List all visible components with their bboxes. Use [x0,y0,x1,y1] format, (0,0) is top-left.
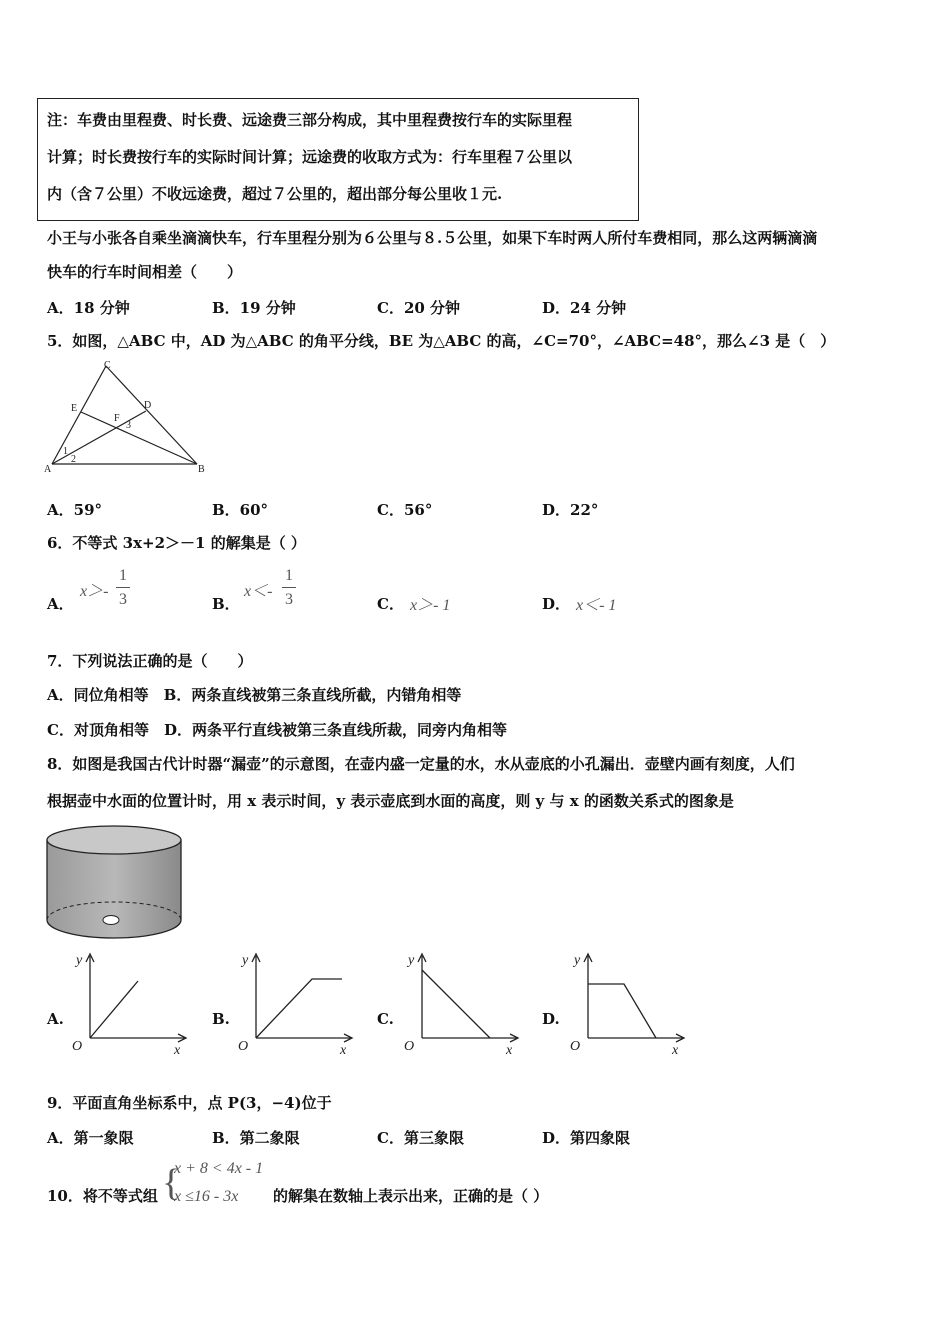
q6-option-c-expr: x＞- 1 [410,597,451,614]
q8-stem-line-2: 根据壶中水面的位置计时，用 x 表示时间，y 表示壶底到水面的高度，则 y 与 x 的函数关系式的图象是 [47,792,734,810]
q8-label-b: B. [212,1010,230,1028]
q6-option-d-expr: x＜- 1 [576,597,617,614]
q10-inequality-1: x + 8 < 4x - 1 [174,1160,264,1177]
graph-b [236,950,356,1060]
q5-option-d: D．22° [542,501,599,519]
graph-c-x-label: x [506,1043,513,1058]
q5-option-b: B．60° [212,501,269,519]
q10-system-brace: { [162,1162,181,1204]
graph-c [402,950,522,1060]
graph-a-y-label: y [76,953,83,968]
graph-a [70,950,190,1060]
q7-options-line-2: C．对顶角相等 D．两条平行直线被第三条直线所裁，同旁内角相等 [47,721,507,739]
q4-option-d: D．24 分钟 [542,299,627,317]
q4-option-a: A．18 分钟 [47,299,130,317]
graph-a-x-label: x [174,1043,181,1058]
label-a: A [44,464,52,475]
label-c: C [104,360,111,371]
q5-option-c: C．56° [377,501,433,519]
q9-option-a: A．第一象限 [47,1129,134,1147]
q4-option-b: B．19 分钟 [212,299,296,317]
graph-b-x-label: x [340,1043,347,1058]
label-b: B [198,464,205,475]
q6-stem: 6．不等式 3x+2＞－1 的解集是（ ） [47,534,306,552]
q10-suffix: 的解集在数轴上表示出来，正确的是（ ） [273,1187,549,1205]
label-e: E [71,403,78,414]
q8-label-c: C. [377,1010,394,1028]
graph-d-x-label: x [672,1043,679,1058]
graph-c-origin: O [404,1039,415,1054]
q6-b-frac-den: 3 [285,591,293,608]
q4-stem-line-1: 小王与小张各自乘坐滴滴快车，行车里程分别为６公里与８.５公里，如果下车时两人所付车费相同，那么这两辆滴滴 [47,229,818,247]
q6-option-a-expr: x＞- [80,583,109,600]
water-clock-figure [44,822,184,942]
graph-b-y-label: y [242,953,249,968]
note-line-2: 计算；时长费按行车的实际时间计算；远途费的收取方式为：行车里程７公里以 [47,148,573,166]
label-angle-1: 1 [63,446,68,457]
q8-label-d: D. [542,1010,560,1028]
q6-a-frac-den: 3 [119,591,127,608]
q6-a-frac-num: 1 [119,567,127,584]
q7-stem: 7．下列说法正确的是（ ） [47,652,253,670]
q6-label-c: C． [377,595,404,613]
q5-stem: 5．如图，△ABC 中，AD 为△ABC 的角平分线，BE 为△ABC 的高，∠C=70°，∠ABC=48°，那么∠3 是（ ） [47,332,836,350]
graph-d-y-label: y [574,953,581,968]
q10-prefix: 10．将不等式组 [47,1187,158,1205]
q10-inequality-2: x ≤16 - 3x [174,1188,239,1205]
graph-a-origin: O [72,1039,83,1054]
graph-b-line [256,979,342,1038]
label-d: D [144,400,152,411]
q6-b-frac-num: 1 [285,567,293,584]
q6-label-a: A． [47,595,74,613]
q6-a-frac-bar [116,587,130,588]
q8-stem-line-1: 8．如图是我国古代计时器“漏壶”的示意图，在壶内盛一定量的水，水从壶底的小孔漏出．壶壁内画有刻度，人们 [47,755,795,773]
graph-d [568,950,688,1060]
graph-c-y-label: y [408,953,415,968]
q6-option-b-expr: x＜- [244,583,273,600]
q4-option-c: C．20 分钟 [377,299,461,317]
label-f: F [114,413,120,424]
q5-option-a: A．59° [47,501,103,519]
q6-label-b: B． [212,595,240,613]
q9-option-b: B．第二象限 [212,1129,300,1147]
note-line-3: 内（含７公里）不收远途费，超过７公里的，超出部分每公里收１元. [47,185,503,203]
q6-label-d: D． [542,595,571,613]
q9-stem: 9．平面直角坐标系中，点 P(3，−4)位于 [47,1094,332,1112]
graph-c-line [422,970,490,1038]
graph-b-origin: O [238,1039,249,1054]
q6-b-frac-bar [282,587,296,588]
side-cb [106,366,197,464]
label-angle-2: 2 [71,454,76,465]
graph-d-line [588,984,656,1038]
q4-stem-line-2: 快车的行车时间相差（ ） [47,263,243,281]
graph-d-origin: O [570,1039,581,1054]
note-line-1: 注：车费由里程费、时长费、远途费三部分构成，其中里程费按行车的实际里程 [47,111,573,129]
q9-option-c: C．第三象限 [377,1129,464,1147]
graph-a-line [90,981,138,1038]
q9-option-d: D．第四象限 [542,1129,631,1147]
triangle-figure [40,358,215,476]
q8-label-a: A. [47,1010,64,1028]
q7-options-line-1: A．同位角相等 B．两条直线被第三条直线所截，内错角相等 [47,686,462,704]
label-angle-3: 3 [126,420,131,431]
